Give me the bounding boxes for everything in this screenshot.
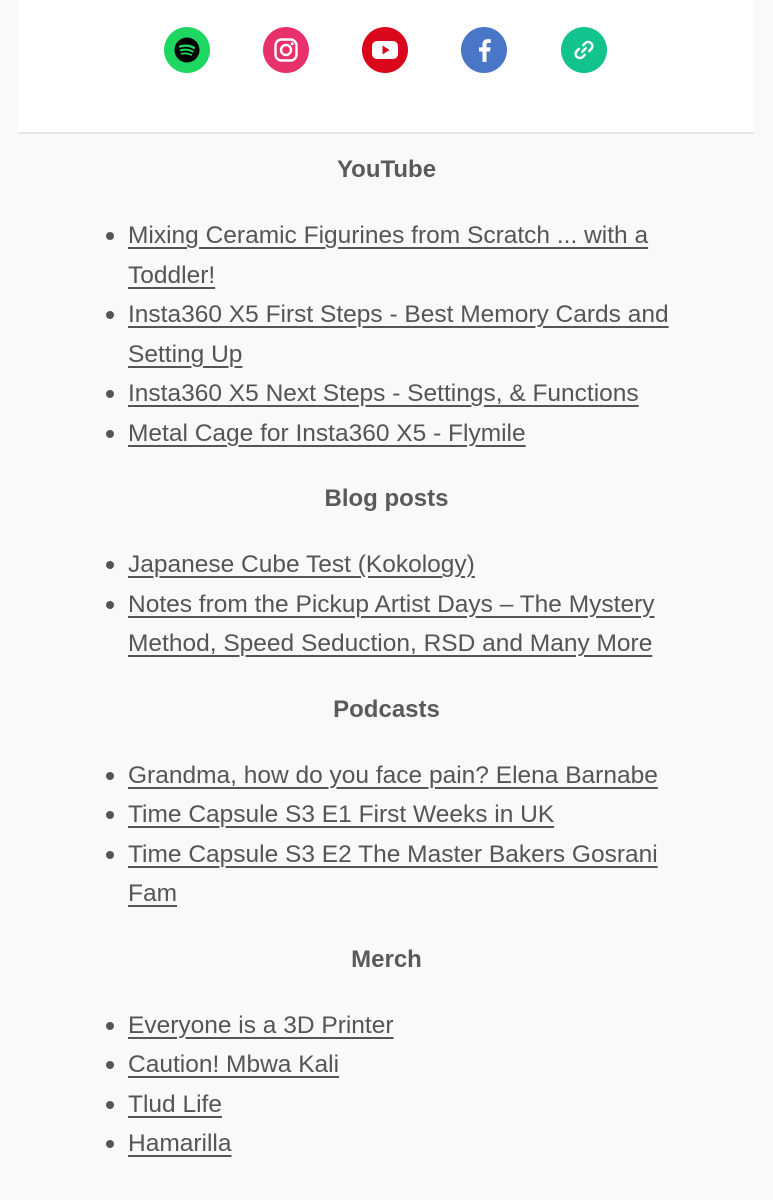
section-title-merch: Merch	[351, 945, 422, 973]
podcast-link[interactable]: Time Capsule S3 E2 The Master Bakers Gosrani Fam	[128, 840, 658, 907]
list-item	[0, 545, 773, 585]
youtube-icon[interactable]	[362, 27, 408, 73]
link-icon[interactable]	[561, 27, 607, 73]
facebook-icon[interactable]	[461, 27, 507, 73]
list-item	[0, 295, 773, 374]
list-item	[0, 1124, 773, 1164]
list-item	[0, 756, 773, 796]
youtube-link[interactable]: Mixing Ceramic Figurines from Scratch ... with a Toddler!	[128, 222, 649, 289]
merch-link[interactable]: Caution! Mbwa Kali	[128, 1051, 340, 1078]
merch-link[interactable]: Hamarilla	[128, 1130, 232, 1157]
link-sections	[0, 150, 773, 1190]
list-item	[0, 585, 773, 664]
social-links-card	[18, 0, 754, 134]
blog-link-list	[0, 545, 773, 664]
spotify-icon[interactable]	[164, 27, 210, 73]
list-item	[0, 1006, 773, 1046]
youtube-link[interactable]: Insta360 X5 First Steps - Best Memory Cards and Setting Up	[128, 301, 669, 368]
blog-post-link[interactable]: Notes from the Pickup Artist Days – The Mystery Method, Speed Seduction, RSD and Many More	[128, 590, 655, 657]
list-item	[0, 1045, 773, 1085]
merch-link[interactable]: Everyone is a 3D Printer	[128, 1011, 394, 1039]
list-item	[0, 835, 773, 914]
section-title-youtube: YouTube	[336, 156, 437, 183]
instagram-icon[interactable]	[263, 27, 309, 73]
section-title-podcasts: Podcasts	[333, 695, 440, 723]
section-title-blog-posts: Blog posts	[324, 485, 449, 512]
youtube-link[interactable]: Insta360 X5 Next Steps - Settings, & Functions	[128, 380, 639, 407]
podcast-link-list	[0, 756, 773, 914]
list-item	[0, 1085, 773, 1125]
youtube-link[interactable]: Metal Cage for Insta360 X5 - Flymile	[128, 419, 526, 447]
list-item	[0, 414, 773, 454]
youtube-link-list	[0, 216, 773, 453]
list-item	[0, 795, 773, 835]
podcast-link[interactable]: Time Capsule S3 E1 First Weeks in UK	[128, 801, 555, 828]
merch-link-list	[0, 1006, 773, 1164]
list-item	[0, 216, 773, 295]
podcast-link[interactable]: Grandma, how do you face pain? Elena Barnabe	[128, 761, 658, 789]
list-item	[0, 374, 773, 414]
blog-post-link[interactable]: Japanese Cube Test (Kokology)	[128, 551, 475, 578]
merch-link[interactable]: Tlud Life	[128, 1090, 222, 1118]
